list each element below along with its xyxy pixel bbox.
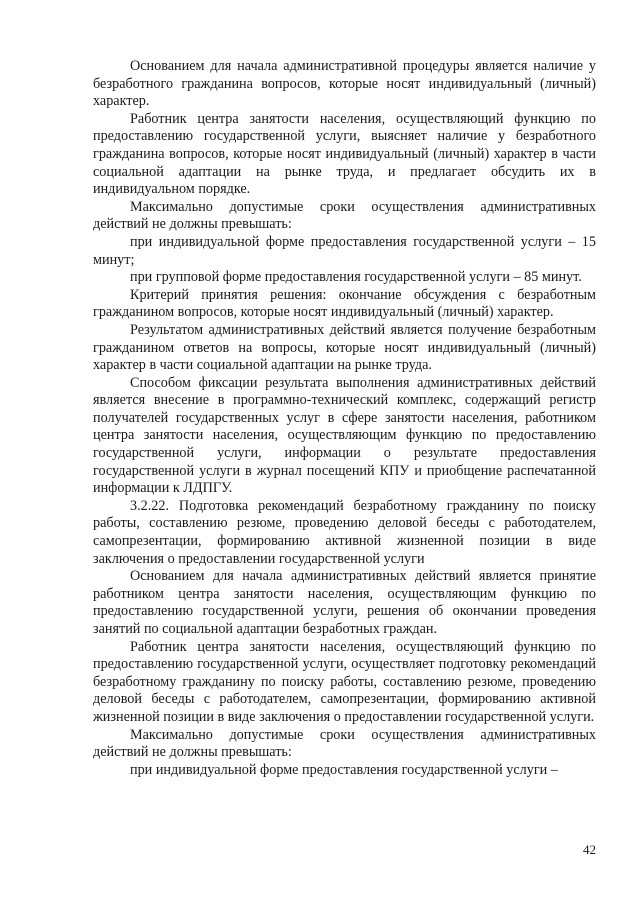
paragraph-result: Результатом административных действий является получение безработным гражданином ответов на вопросы, которые носят индивидуальный (личный) характер в части социальной адаптации на рынке труда. bbox=[93, 321, 596, 374]
paragraph-section-3-2-22: 3.2.22. Подготовка рекомендаций безработному гражданину по поиску работы, составлению резюме, проведению деловой беседы с работодателем, самопрезентации, формированию активной жизненной позиции в виде заключения о предоставлении государственной услуги bbox=[93, 497, 596, 567]
paragraph-procedure-basis: Основанием для начала административной процедуры является наличие у безработного гражданина вопросов, которые носят индивидуальный (личный) характер. bbox=[93, 58, 596, 110]
paragraph-actions-basis: Основанием для начала административных действий является принятие работником центра занятости населения, осуществляющим функцию по предоставлению государственной услуги, решения об окончании проведения занятий по социальной адаптации безработных граждан. bbox=[93, 568, 596, 637]
document-page bbox=[93, 58, 596, 779]
paragraph-individual-form-time-2: при индивидуальной форме предоставления государственной услуги – bbox=[130, 761, 558, 778]
paragraph-individual-form-time: при индивидуальной форме предоставления государственной услуги – 15 минут; bbox=[93, 233, 596, 268]
paragraph-worker-clarifies: Работник центра занятости населения, осуществляющий функцию по предоставлению государственной услуги, выясняет наличие у безработного гражданина вопросов, которые носят индивидуальный (личный) характер в части социальной адаптации на рынке труда, и предлагает обсудить их в индивидуальном порядке. bbox=[93, 110, 596, 198]
paragraph-decision-criterion: Критерий принятия решения: окончание обсуждения с безработным гражданином вопросов, которые носят индивидуальный (личный) характер. bbox=[93, 286, 596, 321]
paragraph-max-time-limits: Максимально допустимые сроки осуществления административных действий не должны превышать: bbox=[93, 198, 596, 233]
paragraph-group-form-time: при групповой форме предоставления государственной услуги – 85 минут. bbox=[130, 269, 582, 286]
paragraph-max-time-limits-2: Максимально допустимые сроки осуществления административных действий не должны превышать: bbox=[93, 726, 596, 761]
page-number: 42 bbox=[583, 842, 596, 857]
paragraph-recommendations-preparation: Работник центра занятости населения, осуществляющий функцию по предоставлению государственной услуги, осуществляет подготовку рекомендаций безработному гражданину по поиску работы, составлению резюме, проведению деловой беседы с работодателем, самопрезентации, формированию активной жизненной позиции в виде заключения о предоставлении государственной услуги. bbox=[93, 638, 596, 725]
paragraph-recording-method: Способом фиксации результата выполнения административных действий является внесение в программно-технический комплекс, содержащий регистр получателей государственных услуг в сфере занятости населения, работником центра занятости населения, осуществляющим функцию по предоставлению государственной услуги, информации о результате предоставления государственной услуги в журнал посещений КПУ и приобщение распечатанной информации к ЛДПГУ. bbox=[93, 374, 596, 497]
